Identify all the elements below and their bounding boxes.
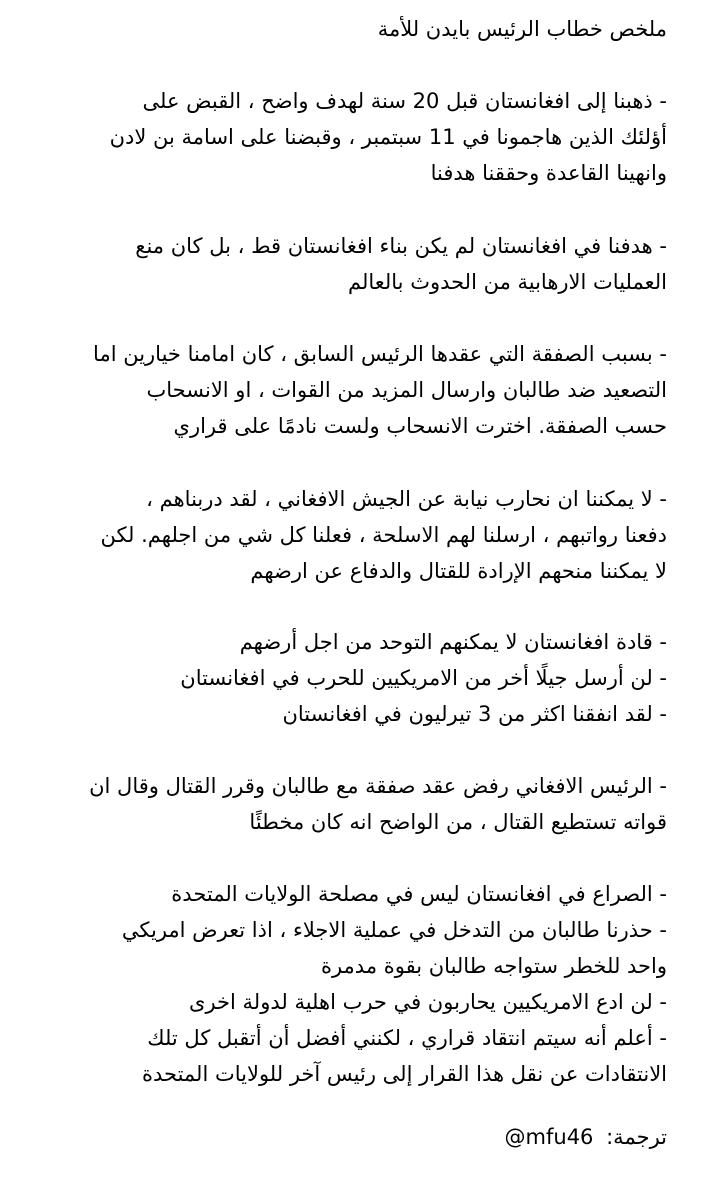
- paragraph-7-line-1: - الصراع في افغانستان ليس في مصلحة الولايات المتحدة: [171, 882, 667, 906]
- paragraph-7-line-6: الانتقادات عن نقل هذا القرار إلى رئيس آخر للولايات المتحدة: [142, 1062, 667, 1086]
- paragraph-1-line-1: - ذهبنا إلى افغانستان قبل 20 سنة لهدف واضح ، القبض على: [142, 89, 667, 113]
- paragraph-5-line-1: - قادة افغانستان لا يمكنهم التوحد من اجل أرضهم: [239, 630, 667, 654]
- paragraph-5-line-2: - لن أرسل جيلًا أخر من الامريكيين للحرب في افغانستان: [180, 666, 667, 690]
- paragraph-6-line-2: قواته تستطيع القتال ، من الواضح انه كان مخطئًا: [249, 810, 667, 834]
- paragraph-3-line-3: حسب الصفقة. اخترت الانسحاب ولست نادمًا على قراري: [173, 414, 667, 438]
- paragraph-3-line-1: - بسبب الصفقة التي عقدها الرئيس السابق ، كان امامنا خيارين اما: [93, 342, 667, 366]
- paragraph-1-line-2: أؤلئك الذين هاجمونا في 11 سبتمبر ، وقبضنا على اسامة بن لادن: [109, 125, 667, 149]
- paragraph-7-line-4: - لن ادع الامريكيين يحاربون في حرب اهلية لدولة اخرى: [189, 990, 667, 1014]
- paragraph-4-line-1: - لا يمكننا ان نحارب نيابة عن الجيش الافغاني ، لقد دربناهم ،: [146, 487, 667, 511]
- paragraph-7-line-2: - حذرنا طالبان من التدخل في عملية الاجلاء ، اذا تعرض امريكي: [121, 918, 667, 942]
- translation-credit: [505, 1120, 667, 1154]
- document-title: ملخص خطاب الرئيس بايدن للأمة: [377, 17, 667, 41]
- paragraph-3-line-2: التصعيد ضد طالبان وارسال المزيد من القوات ، او الانسحاب: [146, 378, 667, 402]
- paragraph-4-line-2: دفعنا رواتبهم ، ارسلنا لهم الاسلحة ، فعلنا كل شي من اجلهم. لكن: [100, 523, 667, 547]
- paragraph-1-line-3: وانهينا القاعدة وحققنا هدفنا: [430, 161, 667, 185]
- paragraph-5-line-3: - لقد انفقنا اكثر من 3 تيرليون في افغانستان: [282, 702, 667, 726]
- credit-handle[interactable]: @mfu46: [504, 1125, 594, 1149]
- paragraph-6-line-1: - الرئيس الافغاني رفض عقد صفقة مع طالبان وقرر القتال وقال ان: [89, 774, 667, 798]
- paragraph-2-line-2: العمليات الارهابية من الحدوث بالعالم: [347, 270, 667, 294]
- paragraph-2-line-1: - هدفنا في افغانستان لم يكن بناء افغانستان قط ، بل كان منع: [135, 234, 667, 258]
- paragraph-7-line-3: واحد للخطر ستواجه طالبان بقوة مدمرة: [320, 954, 667, 978]
- paragraph-4-line-3: لا يمكننا منحهم الإرادة للقتال والدفاع عن ارضهم: [250, 559, 667, 583]
- credit-label: ترجمة:: [606, 1125, 667, 1149]
- paragraph-7-line-5: - أعلم أنه سيتم انتقاد قراري ، لكنني أفضل أن أتقبل كل تلك: [147, 1026, 667, 1050]
